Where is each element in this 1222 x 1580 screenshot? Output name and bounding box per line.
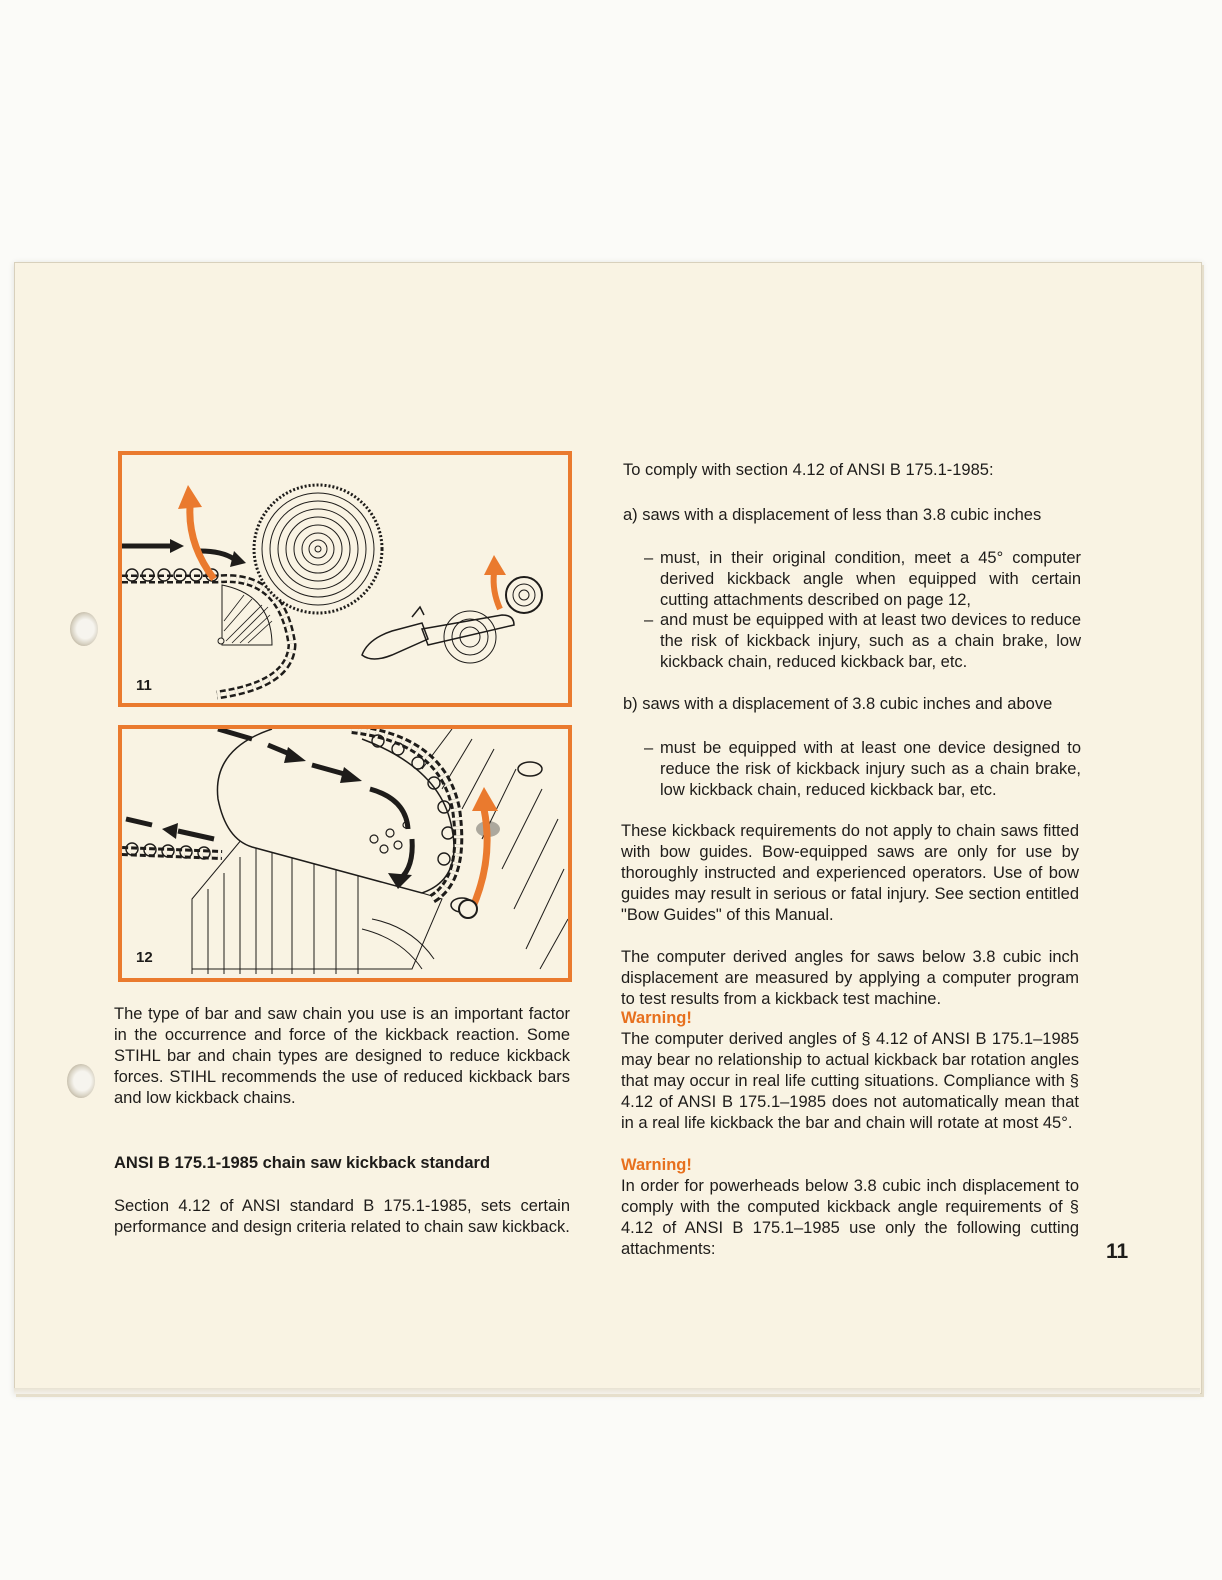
warning-2-label: Warning! [621,1156,692,1174]
comply-intro-line: To comply with section 4.12 of ANSI B 175.1-1985: [623,461,994,479]
figure-11-kickback-illustration [118,451,572,707]
figure-12-number: 12 [136,949,153,966]
figure-11-drawing [122,455,568,703]
item-b-label: b) saws with a displacement of 3.8 cubic inches and above [623,695,1053,713]
figure-12-kickback-illustration [118,725,572,982]
warning-2-text: In order for powerheads below 3.8 cubic inch displacement to comply with the computed kickback angle requirements of § 4.12 of ANSI B 175.1–1985 use only the following cutting attachments: [621,1177,1079,1258]
item-a-requirement-2: – and must be equipped with at least two devices to reduce the risk of kickback injury, such as a chain brake, low kickback chain, reduced kickback bar, etc. [644,610,1081,673]
warning-1-text: The computer derived angles of § 4.12 of ANSI B 175.1–1985 may bear no relationship to actual kickback bar rotation angles that may occur in real life cutting situations. Compliance with § 4.12 of ANSI B 175.1–1985 does not automatically mean that in a real life kickback the bar and chain will rotate at most 45°. [621,1030,1079,1132]
computer-angles-paragraph: The computer derived angles for saws below 3.8 cubic inch displacement are measured by applying a computer program to test results from a kickback test machine. [621,948,1079,1008]
warning-2-block [621,1155,1079,1260]
binder-hole-bottom [67,1064,95,1098]
bow-guides-paragraph: These kickback requirements do not apply to chain saws fitted with bow guides. Bow-equipped saws are only for use by thoroughly instructed and experienced operators. Use of bow guides may result in serious or fatal injury. See section entitled "Bow Guides" of this Manual. [621,822,1079,924]
figure-12-drawing [122,729,568,978]
item-a-requirement-1: – must, in their original condition, meet a 45° computer derived kickback angle when equipped with certain cutting attachments described on page 12, [644,548,1081,611]
warning-1-label: Warning! [621,1009,692,1027]
ansi-standard-heading: ANSI B 175.1-1985 chain saw kickback standard [114,1154,491,1172]
figure-11-number: 11 [136,677,152,694]
ansi-section-paragraph: Section 4.12 of ANSI standard B 175.1-1985, sets certain performance and design criteria related to chain saw kickback. [114,1197,570,1236]
page-edge [14,1388,1200,1394]
item-a-label: a) saws with a displacement of less than 3.8 cubic inches [623,506,1042,524]
item-b-requirement-1: – must be equipped with at least one device designed to reduce the risk of kickback injury such as a chain brake, low kickback chain, reduced kickback bar, etc. [644,738,1081,801]
page-number: 11 [1106,1240,1129,1263]
kickback-factor-paragraph: The type of bar and saw chain you use is an important factor in the occurrence and force of the kickback reaction. Some STIHL bar and chain types are designed to reduce kickback forces. STIHL recommends the use of reduced kickback bars and low kickback chains. [114,1005,570,1107]
binder-hole-top [70,612,98,646]
warning-1-block [621,1008,1079,1134]
